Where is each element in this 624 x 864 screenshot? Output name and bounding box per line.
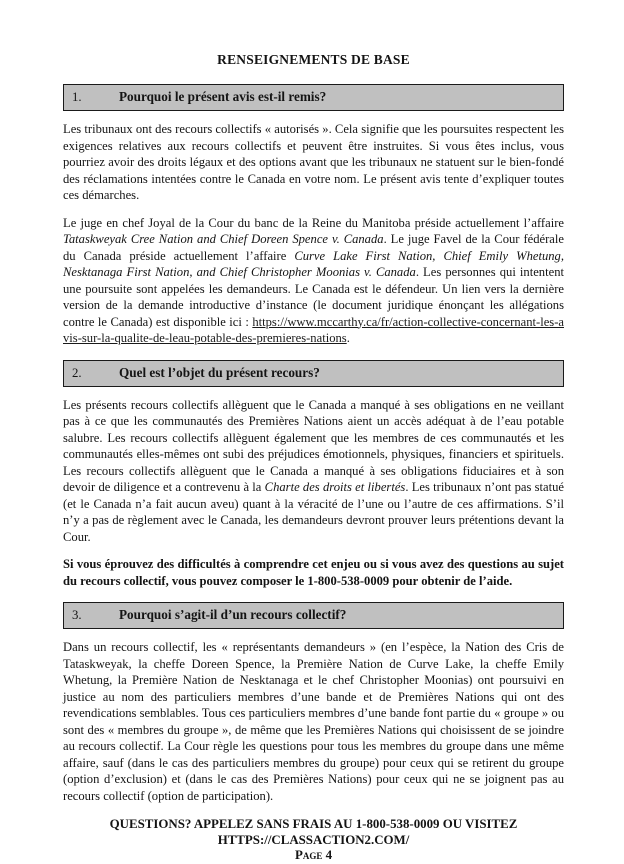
section-2-paragraph-1 — [63, 397, 564, 546]
page-footer — [63, 817, 564, 864]
page-number: Page 4 — [294, 848, 333, 862]
section-1-number: 1. — [72, 90, 82, 104]
section-2-heading: Quel est l’objet du présent recours? — [119, 364, 320, 380]
section-3-heading: Pourquoi s’agit-il d’un recours collectif? — [119, 607, 347, 622]
text-run: Les tribunaux ont des recours collectifs « autorisés ». Cela signifie que les poursuites respectent les exigences relatives aux recours collectifs et peuvent être instruites. Si vous êtes inclus, vous pourriez avoir des droits légaux et des options avant que les tribunaux ne statuent sur le bien-fondé des réclamations intentées contre le Canada en votre nom. Le présent avis tente d’expliquer toutes ces démarches. — [63, 122, 564, 202]
section-2-help-paragraph — [63, 556, 564, 589]
text-run: . Le juge Favel de la Cour fédérale du Canada préside actuellement l’affaire — [63, 232, 564, 263]
section-3-header — [63, 602, 564, 629]
text-run: Tataskweyak Cree Nation and Chief Doreen Spence v. Canada — [63, 232, 384, 246]
section-1-paragraph-2 — [63, 215, 564, 347]
page-title: RENSEIGNEMENTS DE BASE — [217, 52, 410, 67]
text-run: . Les tribunaux n’ont pas statué (et le Canada n’a fait aucun aveu) quant à la véracité de l’une ou l’autre de ces affirmations. S’il n’y a pas de règlement avec le Canada, les demandeurs devront prouver leurs prétentions devant la Cour. — [63, 480, 564, 544]
text-run: . Les personnes qui intentent une poursuite sont appelées les demandeurs. Le Canada est le défendeur. Un lien vers la dernière version de la demande introductive d’instance (le document juridique énonçant les allégations contre le Canada) est disponible ici : — [63, 265, 564, 329]
section-2-header — [63, 360, 564, 387]
section-2-number: 2. — [72, 365, 82, 380]
text-run: Les présents recours collectifs allèguent que le Canada a manqué à ses obligations en ne veillant pas à ce que les communautés des Premières Nations aient un accès adéquat à de l’eau potable salubre. Les recours collectifs allèguent également que les membres de ces communautés et les communautés elles-mêmes ont subi des préjudices émotionnels, physiques, financiers et spirituels. Les recours collectifs allèguent que le Canada a manqué à ses obligations fiduciaires et à son devoir de diligence et a contrevenu à la — [63, 397, 564, 494]
text-run: . — [346, 331, 350, 345]
text-run: Le juge en chef Joyal de la Cour du banc de la Reine du Manitoba préside actuellement l’affaire — [63, 215, 564, 230]
footer-url-line: HTTPS://CLASSACTION2.COM/ — [217, 832, 410, 847]
section-1-paragraph-1 — [63, 121, 564, 204]
statement-of-claim-link[interactable]: https://www.mccarthy.ca/fr/action-collective-concernant-les-avis-sur-la-qualite-de-leau-potable-des-premieres-nations — [63, 314, 564, 345]
text-run: Curve Lake First Nation, Chief Emily Whetung, Nesktanaga First Nation, and Chief Christopher Moonias v. Canada — [63, 248, 564, 279]
footer-questions-line: QUESTIONS? APPELEZ SANS FRAIS AU 1-800-538-0009 OU VISITEZ — [109, 817, 518, 831]
text-run: Charte des droits et libertés — [264, 480, 406, 494]
section-3-paragraph-1 — [63, 639, 564, 804]
text-run: Dans un recours collectif, les « représentants demandeurs » (en l’espèce, la Nation des Cris de Tataskweyak, la cheffe Doreen Spence, la Première Nation de Curve Lake, la cheffe Emily Whetung, la Première Nation de Nesktanaga et le chef Christopher Moonias) ont poursuivi en justice au nom des particuliers membres d’une bande et de Premières Nations qui ont des revendications semblables. Tous ces particuliers membres d’une bande font partie du « groupe » ou sont des « membres du groupe », de même que les Premières Nations qui choisissent de se joindre au recours collectif. La Cour règle les questions pour tous les membres du groupe dans une même affaire, sauf (dans le cas des particuliers membres du groupe) pour ceux qui se retirent du groupe (option d’exclusion) et (dans le cas des Premières Nations) pour ceux qui ne se joignent pas au recours collectif (option de participation). — [63, 640, 564, 803]
section-3-number: 3. — [72, 608, 82, 622]
section-1-header — [63, 84, 564, 111]
section-1-heading: Pourquoi le présent avis est-il remis? — [119, 89, 327, 104]
text-run: Si vous éprouvez des difficultés à comprendre cet enjeu ou si vous avez des questions au sujet du recours collectif, vous pouvez composer le 1-800-538-0009 pour obtenir de l’aide. — [63, 557, 564, 588]
